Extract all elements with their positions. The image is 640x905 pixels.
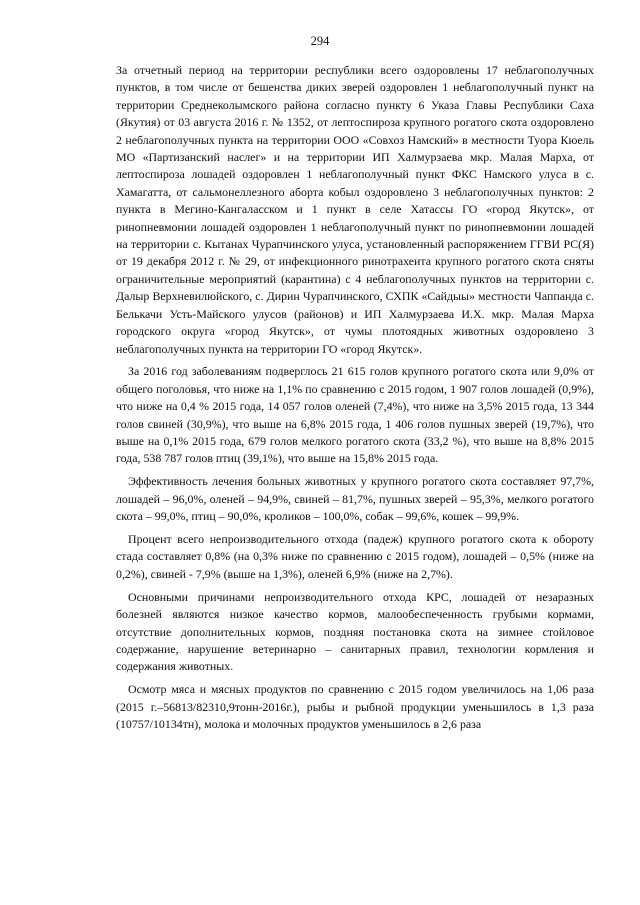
document-body [116, 62, 594, 734]
paragraph-mortality-causes: Основными причинами непроизводительного отхода КРС, лошадей от незаразных болезней являются низкое качество кормов, малообеспеченность грубыми кормами, отсутствие дополнительных кормов, поздняя постановка скота на зимнее стойловое содержание, нарушение ветеринарно – санитарных правил, технологии кормления и содержания животных. [116, 589, 594, 674]
paragraph-recovered-outbreaks: За отчетный период на территории республики всего оздоровлены 17 неблагополучных пунктов, в том числе от бешенства диких зверей оздоровлен 1 неблагополучный пункт на территории Среднеколымского района согласно пункту 6 Указа Главы Республики Саха (Якутия) от 03 августа 2016 г. № 1352, от лептоспироза крупного рогатого скота оздоровлено 2 неблагополучных пункта на территории ООО «Совхоз Намский» в местности Туора Кюель МО «Партизанский наслег» и на территории ИП Халмурзаева мкр. Малая Марха, от лептоспироза лошадей оздоровлен 1 неблагополучный пункт ФКС Намского улуса в с. Хамагатта, от сальмонеллезного аборта кобыл оздоровлено 3 неблагополучных пунктов: 2 пункта в Мегино-Кангаласском и 1 пункт в селе Хатассы ГО «город Якутск», от ринопневмонии лошадей оздоровлен 1 неблагополучный пункт по ринопневмонии лошадей на территории с. Кытанах Чурапчинского улуса, установленный распоряжением ГГВИ РС(Я) от 19 декабря 2012 г. № 29, от инфекционного ринотрахеита крупного рогатого скота сняты ограничительные мероприятий (карантина) с 4 неблагополучных пунктов на территории с. Далыр Верхневилюйского, с. Дирин Чурапчинского, СХПК «Сайдыы» местности Чаппанда с. Белькачи Усть-Майского улусов (районов) и ИП Халмурзаева И.Х. мкр. Малая Марха городского округа «город Якутск», от чумы плотоядных животных оздоровлено 3 неблагополучных пункта на территории ГО «город Якутск». [116, 63, 594, 356]
paragraph-disease-incidence: За 2016 год заболеваниям подверглось 21 615 голов крупного рогатого скота или 9,0% от общего поголовья, что ниже на 1,1% по сравнению с 2015 годом, 1 907 голов лошадей (0,9%), что ниже на 0,4 % 2015 года, 14 057 голов оленей (7,4%), что ниже на 3,5% 2015 года, 13 344 голов свиней (30,9%), что выше на 6,8% 2015 года, 1 406 голов пушных зверей (19,7%), что выше на 0,1% 2015 года, 679 голов мелкого рогатого скота (33,2 %), что выше на 8,8% 2015 года, 538 787 голов птиц (39,1%), что выше на 15,8% 2015 года. [116, 364, 594, 466]
paragraph-meat-inspection: Осмотр мяса и мясных продуктов по сравнению с 2015 годом увеличилось на 1,06 раза (2015 г.–56813/82310,9тонн-2016г.), рыбы и рыбной продукции уменьшилось в 1,3 раза (10757/10134тн), молока и молочных продуктов уменьшилось в 2,6 раза [116, 682, 594, 732]
page-number: 294 [310, 34, 330, 48]
paragraph-mortality-rate: Процент всего непроизводительного отхода (падеж) крупного рогатого скота к обороту стада составляет 0,8% (на 0,3% ниже по сравнению с 2015 годом), лошадей – 0,5% (ниже на 0,2%), свиней - 7,9% (выше на 1,3%), оленей 6,9% (ниже на 2,7%). [116, 532, 594, 581]
paragraph-treatment-efficiency: Эффективность лечения больных животных у крупного рогатого скота составляет 97,7%, лошадей – 96,0%, оленей – 94,9%, свиней – 81,7%, пушных зверей – 95,3%, мелкого рогатого скота – 99,0%, птиц – 90,0%, кроликов – 100,0%, собак – 99,6%, кошек – 99,9%. [116, 474, 594, 524]
